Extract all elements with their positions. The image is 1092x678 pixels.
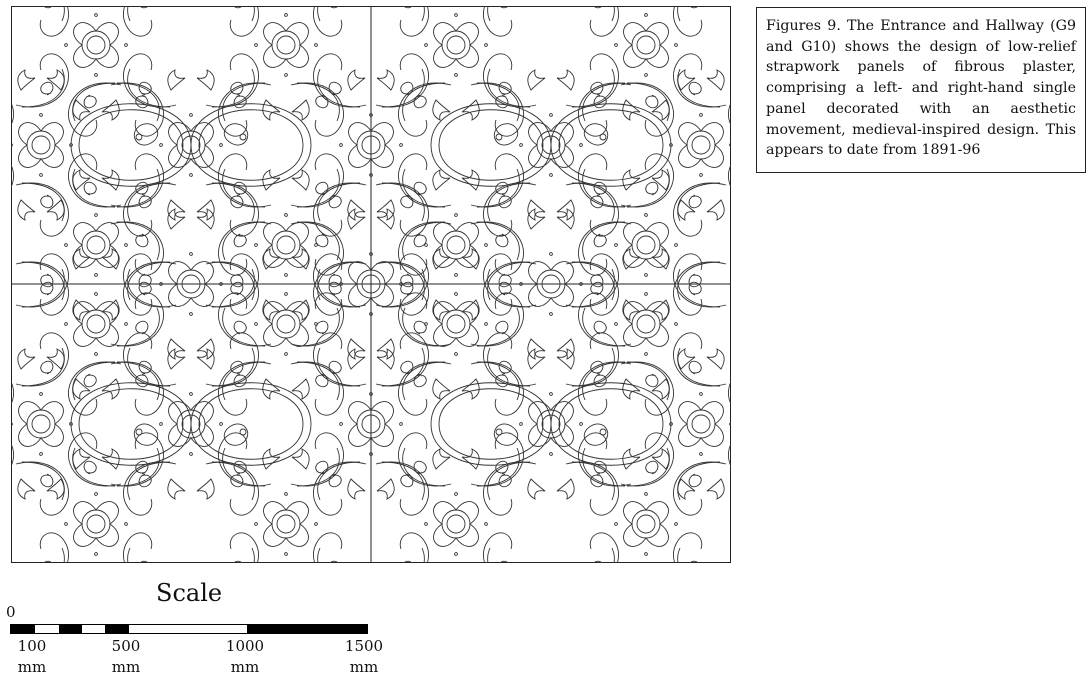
ornament-motif (16, 170, 176, 320)
ornament-motif (376, 449, 536, 563)
scale-tick-1500 (334, 636, 394, 678)
ornament-motif (16, 249, 176, 399)
ornament-motif (621, 70, 731, 220)
scale-tick-1000 (215, 636, 275, 678)
caption-box (756, 7, 1086, 173)
scale-tick-unit: mm (349, 658, 379, 676)
scale-tick-100 (2, 636, 62, 678)
scale-segment (59, 625, 82, 633)
ornament-motif (621, 349, 731, 499)
caption-text: Figures 9. The Entrance and Hallway (G9 and G10) shows the design of low-relief strapwork panels of fibrous plaster, comprising a left- and right-hand single panel decorated with an aesthetic movement, medieval-inspired design. This appears to date from 1891-96 (766, 18, 1076, 159)
scale-tick-500 (96, 636, 156, 678)
strapwork-panel-drawing (11, 6, 731, 563)
ornament-motif (376, 6, 536, 120)
scale-tick-value: 1000 (225, 637, 265, 655)
ornament-motif (206, 449, 366, 563)
ornament-motif (191, 104, 311, 187)
scale-zero-label: 0 (6, 603, 16, 621)
scale-segment (129, 625, 247, 633)
scale-tick-unit: mm (17, 658, 47, 676)
scale-segment (11, 625, 35, 633)
ornament-motif (11, 70, 121, 220)
scale-tick-value: 100 (17, 637, 47, 655)
scale-title: Scale (156, 579, 223, 607)
scale-tick-value: 500 (111, 637, 141, 655)
scale-tick-unit: mm (111, 658, 141, 676)
ornament-motif (71, 383, 191, 466)
ornament-motif (431, 383, 551, 466)
scale-tick-value: 1500 (344, 637, 384, 655)
scale-segment (82, 625, 105, 633)
ornament-motif (11, 349, 121, 499)
scale-segment (35, 625, 59, 633)
ornament-motif (431, 104, 551, 187)
ornament-motif (71, 104, 191, 187)
ornament-motif (566, 249, 726, 399)
ornament-motif (566, 170, 726, 320)
ornament-motif (206, 6, 366, 120)
scale-segment (105, 625, 129, 633)
scale-segment (247, 625, 367, 633)
ornament-motif (551, 383, 671, 466)
ornament-motif (551, 104, 671, 187)
scale-bar (10, 624, 368, 634)
scale-tick-unit: mm (230, 658, 260, 676)
ornament-motif (191, 383, 311, 466)
